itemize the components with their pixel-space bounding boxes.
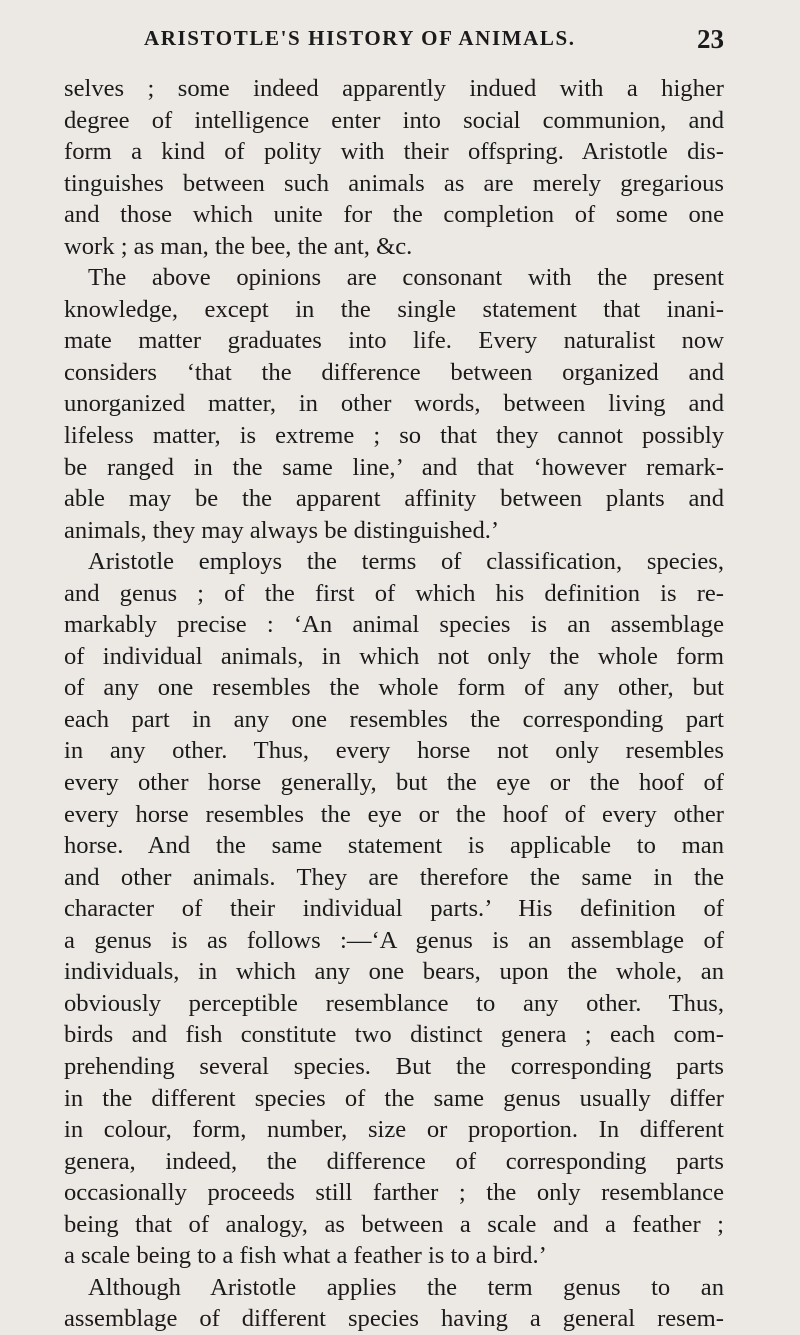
text-line: obviously perceptible resemblance to any other. Thus, — [64, 989, 724, 1017]
text-line: a scale being to a fish what a feather is to a bird.’ — [64, 1242, 547, 1270]
text-line: degree of intelligence enter into social communion, and — [64, 106, 724, 134]
text-line: of any one resembles the whole form of any other, but — [64, 674, 724, 702]
text-line: in colour, form, number, size or proportion. In different — [64, 1116, 724, 1144]
running-title: ARISTOTLE'S HISTORY OF ANIMALS. — [144, 26, 576, 50]
text-line: character of their individual parts.’ His definition of — [64, 895, 724, 923]
text-line: tinguishes between such animals as are merely gregarious — [64, 169, 724, 197]
text-line: work ; as man, the bee, the ant, &c. — [64, 232, 413, 260]
text-line: The above opinions are consonant with the present — [88, 264, 724, 292]
text-line: form a kind of polity with their offspring. Aristotle dis- — [64, 138, 724, 166]
text-line: each part in any one resembles the corresponding part — [64, 705, 724, 733]
text-line: animals, they may always be distinguished.’ — [64, 516, 500, 544]
page-number: 23 — [697, 24, 724, 54]
text-line: lifeless matter, is extreme ; so that they cannot possibly — [64, 422, 724, 450]
text-line: selves ; some indeed apparently indued with a higher — [64, 75, 724, 102]
text-line: knowledge, except in the single statement that inani- — [64, 295, 724, 323]
text-line: being that of analogy, as between a scale and a feather ; — [64, 1210, 724, 1238]
text-line: every other horse generally, but the eye or the hoof of — [64, 769, 724, 797]
text-line: markably precise : ‘An animal species is an assemblage — [64, 611, 724, 639]
text-line: prehending several species. But the corresponding parts — [64, 1052, 724, 1080]
body-text — [64, 73, 724, 1335]
text-line: Aristotle employs the terms of classification, species, — [88, 548, 724, 576]
text-line: assemblage of different species having a general resem- — [64, 1305, 724, 1333]
text-line: occasionally proceeds still farther ; the only resemblance — [64, 1179, 724, 1207]
text-line: considers ‘that the difference between organized and — [64, 358, 724, 386]
text-line: horse. And the same statement is applicable to man — [64, 832, 724, 860]
text-line: in any other. Thus, every horse not only resembles — [64, 737, 724, 765]
text-line: individuals, in which any one bears, upon the whole, an — [64, 958, 724, 986]
text-line: and those which unite for the completion of some one — [64, 201, 724, 229]
text-line: of individual animals, in which not only the whole form — [64, 642, 724, 670]
text-line: in the different species of the same genus usually differ — [64, 1084, 724, 1112]
running-head — [64, 26, 724, 62]
text-line: and other animals. They are therefore the same in the — [64, 863, 724, 891]
text-line: genera, indeed, the difference of corresponding parts — [64, 1147, 724, 1175]
text-line: Although Aristotle applies the term genus to an — [88, 1273, 724, 1301]
text-line: able may be the apparent affinity between plants and — [64, 485, 724, 513]
text-line: be ranged in the same line,’ and that ‘however remark- — [64, 453, 724, 481]
text-line: mate matter graduates into life. Every naturalist now — [64, 327, 724, 355]
text-line: birds and fish constitute two distinct genera ; each com- — [64, 1021, 724, 1049]
text-line: a genus is as follows :—‘A genus is an assemblage of — [64, 926, 724, 954]
text-line: unorganized matter, in other words, between living and — [64, 390, 724, 418]
text-line: every horse resembles the eye or the hoof of every other — [64, 800, 724, 828]
text-line: and genus ; of the first of which his definition is re- — [64, 579, 724, 607]
